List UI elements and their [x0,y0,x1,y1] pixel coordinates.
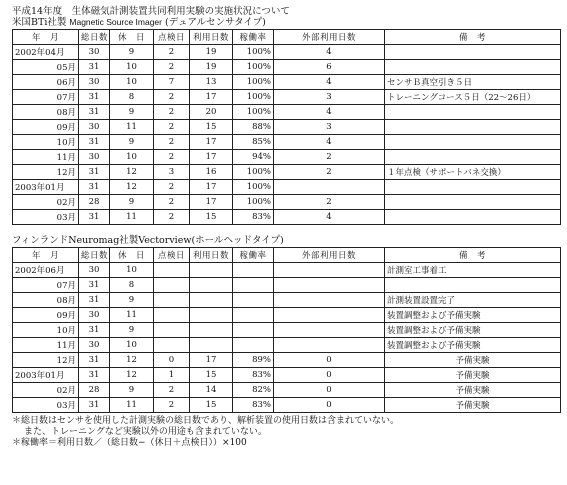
cell-holidays: 9 [110,323,154,338]
vectorview-usage-table [12,247,561,413]
table-row [13,90,561,105]
cell-month: 12月 [13,165,79,180]
cell-usage-days: 19 [190,60,233,75]
cell-holidays: 12 [110,180,154,195]
cell-month: 03月 [13,210,79,225]
cell-remarks: 装置調整および予備実験 [385,308,561,323]
cell-external-usage-days: 4 [274,210,385,225]
column-header-usage-days: 利用日数 [190,248,233,263]
cell-external-usage-days: 4 [274,135,385,150]
column-header-month: 年 月 [13,30,79,45]
cell-external-usage-days: 4 [274,75,385,90]
cell-external-usage-days [274,293,385,308]
cell-external-usage-days [274,323,385,338]
cell-usage-days [190,278,233,293]
footnote-training: また、トレーニングなど実験以外の用途も含まれていない。 [24,427,267,437]
cell-month: 02月 [13,383,79,398]
table1-caption [12,17,560,28]
cell-holidays: 11 [110,308,154,323]
cell-utilization-rate: 100% [233,75,274,90]
cell-usage-days [190,308,233,323]
document-title: 平成14年度 生体磁気計測装置共同利用実験の実施状況について [12,6,290,17]
cell-total-days: 31 [79,60,110,75]
table-row [13,60,561,75]
cell-usage-days: 17 [190,195,233,210]
cell-remarks [385,150,561,165]
cell-holidays: 10 [110,60,154,75]
cell-total-days: 30 [79,150,110,165]
cell-holidays: 11 [110,210,154,225]
cell-month: 09月 [13,120,79,135]
cell-month: 05月 [13,60,79,75]
cell-remarks: １年点検（サポートバネ交換） [385,165,561,180]
table-row [13,323,561,338]
cell-utilization-rate: 82% [233,383,274,398]
cell-utilization-rate [233,308,274,323]
cell-total-days: 30 [79,308,110,323]
table-row [13,398,561,413]
table-row [13,263,561,278]
cell-remarks [385,105,561,120]
footnote-utilization-formula: ＊稼働率＝利用日数／（総日数−（休日＋点検日））×100 [12,438,247,448]
cell-utilization-rate: 100% [233,90,274,105]
cell-utilization-rate [233,338,274,353]
cell-month: 07月 [13,90,79,105]
cell-holidays: 10 [110,263,154,278]
cell-holidays: 9 [110,195,154,210]
table-row [13,180,561,195]
footnotes [12,416,560,449]
cell-usage-days: 15 [190,120,233,135]
cell-remarks: 装置調整および予備実験 [385,338,561,353]
cell-remarks [385,210,561,225]
table-row [13,293,561,308]
table-row [13,308,561,323]
cell-usage-days: 15 [190,210,233,225]
cell-usage-days: 20 [190,105,233,120]
cell-holidays: 10 [110,150,154,165]
column-header-utilization-rate: 稼働率 [233,248,274,263]
cell-usage-days: 17 [190,150,233,165]
cell-utilization-rate: 100% [233,195,274,210]
cell-total-days: 31 [79,165,110,180]
cell-inspection-days: 2 [154,135,190,150]
cell-month: 03月 [13,398,79,413]
table2-caption: フィンランドNeuromag社製Vectorview(ホールヘッドタイプ) [12,235,284,246]
cell-usage-days [190,263,233,278]
cell-usage-days: 17 [190,135,233,150]
cell-total-days: 31 [79,323,110,338]
cell-month: 10月 [13,323,79,338]
cell-holidays: 8 [110,278,154,293]
cell-utilization-rate [233,263,274,278]
cell-inspection-days [154,293,190,308]
cell-inspection-days: 1 [154,368,190,383]
cell-remarks [385,195,561,210]
cell-usage-days: 17 [190,180,233,195]
cell-remarks: 予備実験 [385,353,561,368]
cell-usage-days: 15 [190,368,233,383]
cell-month: 2003年01月 [13,180,79,195]
cell-holidays: 9 [110,293,154,308]
cell-inspection-days: 2 [154,60,190,75]
cell-external-usage-days: 2 [274,165,385,180]
cell-usage-days: 14 [190,383,233,398]
cell-month: 12月 [13,353,79,368]
column-header-holidays: 休 日 [110,248,154,263]
cell-total-days: 28 [79,195,110,210]
column-header-total-days: 総日数 [79,248,110,263]
table-row [13,45,561,60]
cell-inspection-days: 2 [154,105,190,120]
cell-external-usage-days [274,278,385,293]
table-row [13,105,561,120]
table1-caption-en: Magnetic Source Imager [69,17,162,27]
cell-remarks [385,60,561,75]
cell-inspection-days: 2 [154,195,190,210]
cell-total-days: 30 [79,75,110,90]
cell-utilization-rate: 100% [233,45,274,60]
cell-utilization-rate: 88% [233,120,274,135]
cell-total-days: 31 [79,278,110,293]
cell-external-usage-days: 2 [274,195,385,210]
cell-total-days: 30 [79,263,110,278]
cell-inspection-days [154,323,190,338]
cell-total-days: 31 [79,293,110,308]
table-row [13,210,561,225]
cell-month: 2002年04月 [13,45,79,60]
cell-inspection-days: 2 [154,150,190,165]
cell-total-days: 31 [79,180,110,195]
cell-external-usage-days: 0 [274,383,385,398]
cell-usage-days: 19 [190,45,233,60]
cell-remarks [385,135,561,150]
cell-inspection-days [154,278,190,293]
cell-holidays: 12 [110,353,154,368]
cell-total-days: 31 [79,90,110,105]
cell-remarks: 計測室工事着工 [385,263,561,278]
cell-month: 08月 [13,293,79,308]
cell-total-days: 30 [79,338,110,353]
cell-usage-days [190,323,233,338]
cell-external-usage-days [274,338,385,353]
cell-month: 02月 [13,195,79,210]
cell-utilization-rate: 100% [233,165,274,180]
table-row [13,75,561,90]
cell-total-days: 31 [79,105,110,120]
msi-usage-table [12,29,561,225]
cell-utilization-rate: 83% [233,210,274,225]
cell-holidays: 9 [110,383,154,398]
cell-external-usage-days: 6 [274,60,385,75]
cell-inspection-days: 3 [154,165,190,180]
cell-remarks: 装置調整および予備実験 [385,323,561,338]
cell-utilization-rate: 85% [233,135,274,150]
cell-remarks: 予備実験 [385,398,561,413]
table-row [13,135,561,150]
column-header-remarks: 備 考 [385,248,561,263]
cell-holidays: 12 [110,165,154,180]
cell-total-days: 31 [79,135,110,150]
cell-external-usage-days [274,308,385,323]
column-header-inspection-days: 点検日 [154,248,190,263]
table1-caption-ja: 米国BTi社製 [12,17,67,28]
cell-utilization-rate: 94% [233,150,274,165]
cell-external-usage-days: 3 [274,90,385,105]
cell-total-days: 31 [79,353,110,368]
cell-utilization-rate: 100% [233,180,274,195]
cell-usage-days: 15 [190,398,233,413]
cell-holidays: 8 [110,90,154,105]
table-row [13,338,561,353]
cell-external-usage-days [274,263,385,278]
cell-month: 09月 [13,308,79,323]
cell-inspection-days: 0 [154,353,190,368]
cell-month: 11月 [13,150,79,165]
table-row [13,150,561,165]
table-row [13,278,561,293]
table-row [13,120,561,135]
column-header-month: 年 月 [13,248,79,263]
column-header-utilization-rate: 稼働率 [233,30,274,45]
cell-remarks [385,180,561,195]
cell-usage-days [190,293,233,308]
cell-inspection-days [154,263,190,278]
cell-usage-days [190,338,233,353]
cell-utilization-rate: 100% [233,60,274,75]
column-header-total-days: 総日数 [79,30,110,45]
cell-utilization-rate [233,323,274,338]
cell-inspection-days [154,308,190,323]
cell-inspection-days: 2 [154,120,190,135]
cell-usage-days: 13 [190,75,233,90]
cell-external-usage-days: 4 [274,105,385,120]
cell-inspection-days: 2 [154,90,190,105]
cell-month: 06月 [13,75,79,90]
cell-usage-days: 17 [190,90,233,105]
cell-total-days: 31 [79,368,110,383]
cell-utilization-rate [233,278,274,293]
cell-inspection-days: 2 [154,45,190,60]
cell-remarks: 予備実験 [385,383,561,398]
cell-remarks [385,45,561,60]
document-page [12,6,560,449]
header-row [13,248,561,263]
cell-inspection-days: 2 [154,210,190,225]
table-row [13,165,561,180]
cell-holidays: 12 [110,368,154,383]
cell-remarks: トレーニングコース５日（22〜26日） [385,90,561,105]
cell-month: 08月 [13,105,79,120]
table1-caption-tail: (デュアルセンサタイプ) [165,17,266,28]
cell-holidays: 11 [110,398,154,413]
cell-external-usage-days: 4 [274,45,385,60]
cell-inspection-days: 2 [154,180,190,195]
footnote-total-days: ＊総日数はセンサを使用した計測実験の総日数であり、解析装置の使用日数は含まれていない。 [12,416,400,426]
cell-holidays: 11 [110,120,154,135]
cell-remarks: センサＢ真空引き５日 [385,75,561,90]
cell-month: 10月 [13,135,79,150]
table-row [13,195,561,210]
cell-inspection-days: 2 [154,398,190,413]
cell-external-usage-days: 3 [274,120,385,135]
cell-usage-days: 16 [190,165,233,180]
cell-holidays: 9 [110,135,154,150]
cell-total-days: 31 [79,398,110,413]
cell-remarks [385,120,561,135]
column-header-external-usage-days: 外部利用日数 [274,248,385,263]
cell-total-days: 31 [79,210,110,225]
cell-external-usage-days: 0 [274,353,385,368]
column-header-external-usage-days: 外部利用日数 [274,30,385,45]
cell-holidays: 10 [110,338,154,353]
cell-utilization-rate: 83% [233,368,274,383]
cell-month: 11月 [13,338,79,353]
table-row [13,368,561,383]
cell-usage-days: 17 [190,353,233,368]
cell-utilization-rate: 100% [233,105,274,120]
cell-external-usage-days [274,180,385,195]
cell-external-usage-days: 0 [274,398,385,413]
cell-remarks: 予備実験 [385,368,561,383]
cell-utilization-rate: 83% [233,398,274,413]
header-row [13,30,561,45]
cell-utilization-rate: 89% [233,353,274,368]
cell-total-days: 28 [79,383,110,398]
cell-month: 2003年01月 [13,368,79,383]
cell-external-usage-days: 0 [274,368,385,383]
cell-external-usage-days: 2 [274,150,385,165]
cell-inspection-days: 7 [154,75,190,90]
cell-month: 2002年06月 [13,263,79,278]
column-header-holidays: 休 日 [110,30,154,45]
column-header-remarks: 備 考 [385,30,561,45]
cell-utilization-rate [233,293,274,308]
cell-holidays: 9 [110,45,154,60]
cell-total-days: 30 [79,120,110,135]
cell-holidays: 9 [110,105,154,120]
table-row [13,383,561,398]
cell-remarks: 計測装置設置完了 [385,293,561,308]
cell-month: 07月 [13,278,79,293]
cell-inspection-days [154,338,190,353]
cell-holidays: 10 [110,75,154,90]
cell-remarks [385,278,561,293]
column-header-inspection-days: 点検日 [154,30,190,45]
column-header-usage-days: 利用日数 [190,30,233,45]
cell-total-days: 30 [79,45,110,60]
table-row [13,353,561,368]
cell-inspection-days: 2 [154,383,190,398]
